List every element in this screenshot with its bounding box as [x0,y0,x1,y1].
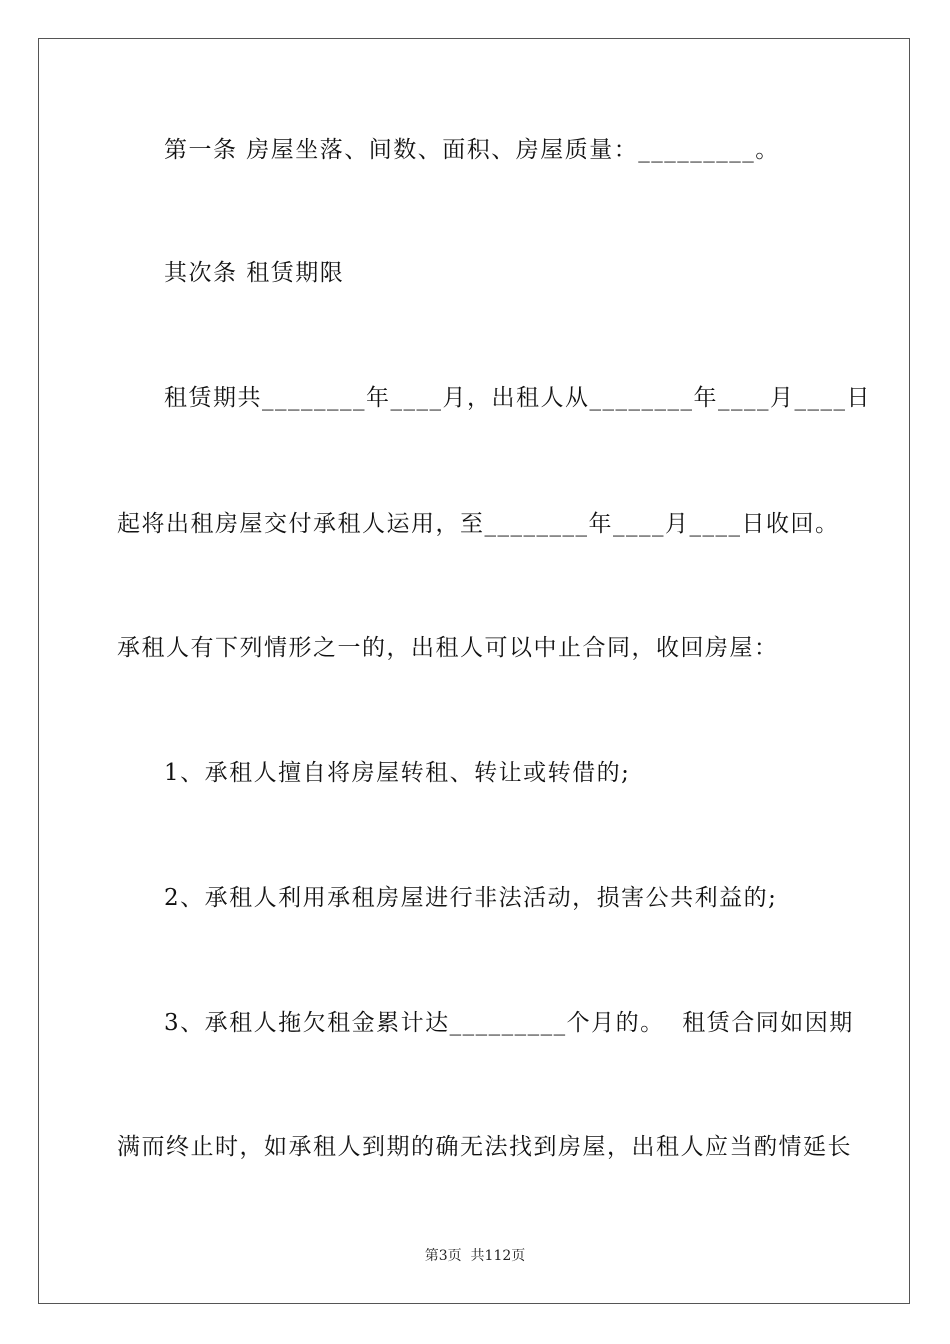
condition-3-line: 3、承租人拖欠租金累计达_________个月的。 租赁合同如因期 [164,1010,854,1036]
article-1-line: 第一条 房屋坐落、间数、面积、房屋质量：_________。 [164,137,780,163]
termination-intro-line: 承租人有下列情形之一的，出租人可以中止合同，收回房屋： [117,635,779,661]
page-frame [38,38,910,1304]
page-number-footer: 第3页 共112页 [424,1248,526,1264]
article-2-heading: 其次条 租赁期限 [164,260,345,286]
lease-term-line-2: 起将出租房屋交付承租人运用，至________年____月____日收回。 [117,511,840,537]
expiry-clause-line: 满而终止时，如承租人到期的确无法找到房屋，出租人应当酌情延长 [117,1134,852,1160]
lease-term-line-1: 租赁期共________年____月，出租人从________年____月____日 [164,385,871,411]
condition-2-line: 2、承租人利用承租房屋进行非法活动，损害公共利益的; [164,885,778,911]
condition-1-line: 1、承租人擅自将房屋转租、转让或转借的; [164,760,631,786]
